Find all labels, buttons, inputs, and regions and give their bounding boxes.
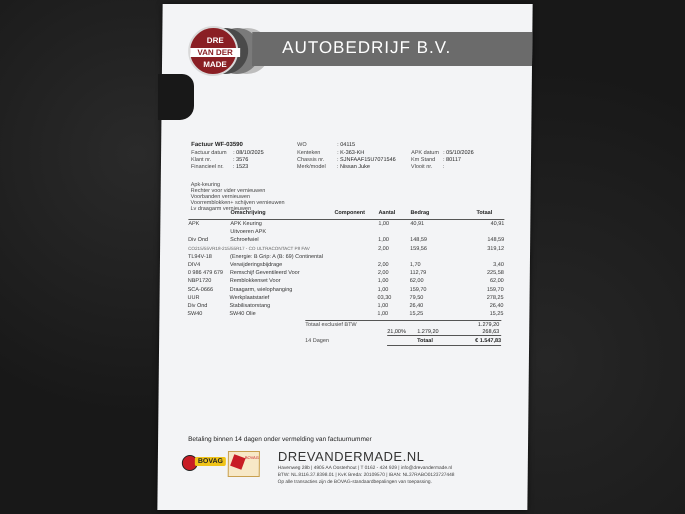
vat-divider [387, 335, 501, 336]
row-description: Werkplaatstarief [229, 294, 270, 301]
row-total: 148,59 [487, 237, 505, 244]
row-description: (Energie: B Grip: A (B: 69) Continental [229, 253, 323, 260]
label-km: Km Stand [410, 157, 436, 163]
row-description: Remschijf Geventileerd Voor [229, 270, 300, 277]
paper-tear [158, 74, 194, 120]
row-description: SW40 Olie [229, 311, 256, 318]
row-description: Schroefwiel [230, 237, 259, 244]
vat-value: 268,63 [482, 329, 500, 335]
label-financial-nr: Financieel nr. [190, 164, 224, 170]
note-line: Voorbanden vernieuwen [190, 194, 250, 200]
row-code: UUR [187, 294, 200, 301]
bovag-badge-icon: BOVAG [228, 451, 260, 477]
row-description: Stabilisatorstang [229, 303, 271, 309]
row-code: CO215/55VR18-215/55R17 - CO ULTRACONTACT P8 FAV [188, 245, 310, 251]
row-amount: 1,70 [409, 262, 421, 268]
total-divider [387, 345, 501, 346]
row-total: 159,70 [486, 286, 504, 293]
row-code: NBP1720 [187, 278, 212, 285]
row-amount: 159,70 [409, 286, 427, 293]
website: DREVANDERMADE.NL [277, 449, 425, 464]
row-total: 278,25 [486, 294, 504, 301]
row-quantity: 1,00 [378, 221, 390, 227]
label-total-excl: Totaal exclusief BTW [305, 322, 357, 328]
total-excl-value: 1.279,20 [477, 322, 500, 328]
row-code: Div Ond [187, 303, 208, 309]
row-amount: 26,40 [409, 303, 424, 309]
row-code: SCA-0666 [187, 286, 214, 293]
row-quantity: 2,00 [378, 245, 389, 252]
label-customer-nr: Klant nr. [190, 157, 212, 163]
row-amount: 112,79 [409, 270, 427, 277]
row-total: 225,58 [486, 270, 504, 277]
km-stand: : 80117 [442, 157, 462, 163]
grand-total-value: € 1.547,83 [475, 338, 502, 344]
label-grand-total: Totaal [417, 338, 433, 344]
payment-term: 14 Dagen [305, 338, 330, 344]
fleet-nr: : [442, 164, 445, 170]
chassis-number: : SJNFAAF15U7071546 [336, 157, 396, 163]
col-total: Totaal [476, 210, 493, 216]
row-description: APK Keuring [230, 221, 262, 227]
row-code: TL94V-18 [187, 253, 212, 260]
col-quantity: Aantal [378, 210, 396, 216]
row-total: 40,91 [490, 221, 505, 227]
wo-number: : 04115 [337, 142, 356, 148]
financial-nr: : 1523 [232, 164, 249, 170]
label-plate: Kenteken [297, 150, 321, 156]
terms-line: Op alle transacties zijn de BOVAG-standaardbepalingen van toepassing. [277, 480, 432, 485]
row-description: Draagarm, wielophanging [229, 286, 293, 293]
vat-base: 1.279,20 [417, 329, 439, 335]
row-code: SW40 [187, 311, 203, 318]
row-amount: 40,91 [410, 221, 425, 227]
note-line: Lv draagarm vernieuwen [190, 206, 252, 212]
col-description: Omschrijving [230, 210, 266, 216]
row-description: Verwijderingsbijdrage [229, 262, 283, 268]
vat-rate: 21,00% [387, 329, 406, 335]
row-quantity: 1,00 [377, 303, 389, 309]
row-amount: 148,59 [410, 237, 428, 244]
invoice-date: : 08/10/2025 [233, 150, 264, 156]
table-row [187, 311, 503, 320]
label-apk-date: APK datum [411, 150, 439, 156]
label-chassis: Chassis nr. [296, 157, 325, 163]
row-amount: 159,56 [410, 245, 427, 252]
row-description: Remblokkenset Voor [229, 278, 281, 285]
label-invoice-date: Factuur datum [191, 150, 227, 156]
label-model: Merk/model [296, 164, 326, 170]
row-quantity: 1,00 [377, 286, 389, 293]
row-amount: 15,25 [409, 311, 424, 318]
bovag-logo [182, 453, 222, 473]
invoice-title: Factuur WF-03590 [191, 142, 243, 148]
row-description: Uitvoeren APK [230, 229, 267, 236]
col-component: Component [334, 210, 366, 216]
bovag-text: BOVAG [195, 457, 226, 466]
row-total: 319,12 [487, 245, 505, 252]
row-total: 26,40 [489, 303, 504, 309]
row-total: 3,40 [493, 262, 504, 268]
contact-line: Havenweg 28b | 4905 AA Oosterhout | T 0162 - 424 929 | info@drevandermade.nl [277, 466, 453, 471]
row-amount: 79,50 [409, 294, 424, 301]
row-quantity: 2,00 [377, 262, 389, 268]
customer-nr: : 3576 [232, 157, 249, 163]
logo-text-bottom: MADE [203, 60, 227, 69]
note-line: Apk-keuring [190, 182, 221, 188]
company-name: AUTOBEDRIJF B.V. [282, 38, 452, 57]
row-code: Div Ond [188, 237, 209, 244]
row-quantity: 1,00 [378, 237, 389, 244]
note-line: Voorremblokken+ schijven vernieuwen [190, 200, 285, 206]
table-header [188, 210, 504, 220]
car-model: : Nissan Juke [336, 164, 370, 170]
label-wo: WO [297, 142, 307, 148]
row-code: 0 986 479 679 [187, 270, 224, 277]
row-quantity: 1,00 [377, 311, 389, 318]
row-quantity: 2,00 [377, 270, 389, 277]
label-fleet: Vlooit nr. [410, 164, 433, 170]
row-code: DIV4 [187, 262, 201, 268]
row-code: APK [188, 221, 200, 227]
logo-text-top: DRE [206, 36, 224, 45]
note-line: Rechter voor vider vernieuwen [190, 188, 266, 194]
payment-notice: Betaling binnen 14 dagen onder vermelding van factuurnummer [188, 436, 372, 443]
row-quantity: 1,00 [377, 278, 389, 285]
totals-divider [305, 320, 501, 321]
col-amount: Bedrag [410, 210, 430, 216]
row-amount: 62,00 [409, 278, 424, 285]
row-total: 62,00 [489, 278, 504, 285]
license-plate: : K-363-KH [337, 150, 365, 156]
row-quantity: 03,30 [377, 294, 392, 301]
invoice-document [157, 4, 532, 510]
row-total: 15,25 [489, 311, 504, 318]
apk-date: : 05/10/2026 [443, 150, 474, 156]
bank-line: BTW: NL.8116.37.8398.01 | KvK Breda: 20109570 | IBAN: NL37RABO0123727448 [277, 473, 455, 478]
logo-text-middle: VAN DER [190, 48, 240, 57]
